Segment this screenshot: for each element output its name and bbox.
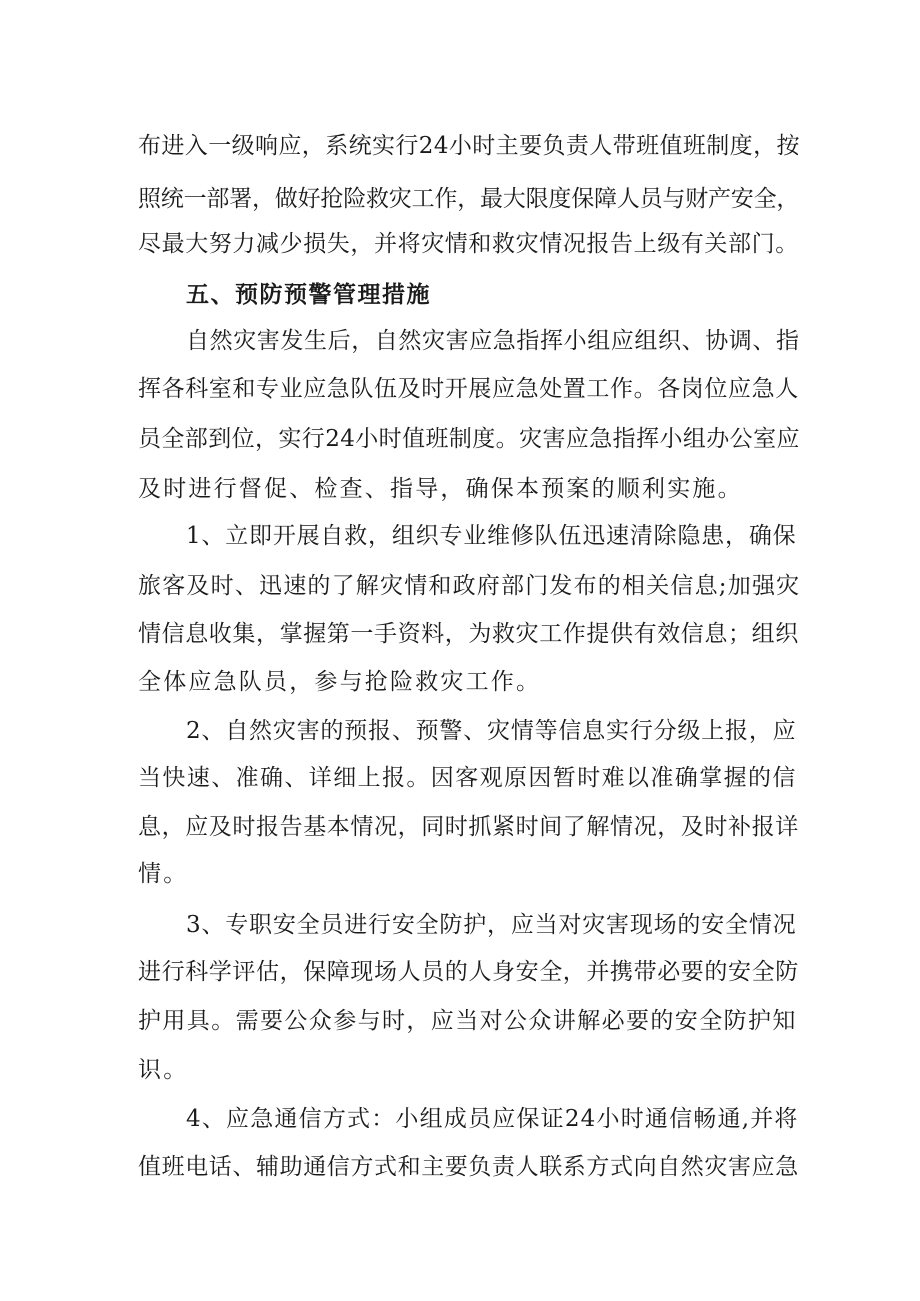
text-line: 情信息收集，掌握第一手资料，为救灾工作提供有效信息；组织 (138, 621, 799, 647)
text-line: 挥各科室和专业应急队伍及时开展应急处置工作。各岗位应急人 (138, 376, 799, 402)
text-line: 1、立即开展自救，组织专业维修队伍迅速清除隐患，确保 (186, 523, 797, 549)
text-line: 及时进行督促、检查、指导，确保本预案的顺利实施。 (138, 476, 743, 502)
text-line: 员全部到位，实行24小时值班制度。灾害应急指挥小组办公室应 (138, 426, 800, 452)
text-line: 情。 (138, 861, 189, 887)
section-heading: 五、预防预警管理措施 (186, 282, 431, 308)
text-line: 照统一部署，做好抢险救灾工作，最大限度保障人员与财产安全， (138, 186, 800, 212)
text-line: 护用具。需要公众参与时，应当对公众讲解必要的安全防护知 (138, 1008, 797, 1034)
text-line: 当快速、准确、详细上报。因客观原因暂时难以准确掌握的信 (138, 765, 797, 791)
text-line: 尽最大努力减少损失，并将灾情和救灾情况报告上级有关部门。 (138, 231, 799, 257)
text-line: 息，应及时报告基本情况，同时抓紧时间了解情况，及时补报详 (138, 814, 799, 840)
text-line: 进行科学评估，保障现场人员的人身安全，并携带必要的安全防 (138, 959, 799, 985)
text-line: 识。 (138, 1057, 189, 1083)
text-line: 4、应急通信方式：小组成员应保证24小时通信畅通,并将 (186, 1106, 799, 1132)
text-line: 自然灾害发生后，自然灾害应急指挥小组应组织、协调、指 (186, 328, 800, 354)
text-line: 全体应急队员，参与抢险救灾工作。 (138, 669, 542, 695)
text-line: 旅客及时、迅速的了解灾情和政府部门发布的相关信息;加强灾 (138, 573, 801, 599)
text-line: 值班电话、辅助通信方式和主要负责人联系方式向自然灾害应急 (138, 1154, 799, 1180)
text-line: 布进入一级响应，系统实行24小时主要负责人带班值班制度，按 (138, 133, 800, 159)
text-line: 3、专职安全员进行安全防护，应当对灾害现场的安全情况 (186, 912, 797, 938)
text-line: 2、自然灾害的预报、预警、灾情等信息实行分级上报，应 (186, 718, 797, 744)
